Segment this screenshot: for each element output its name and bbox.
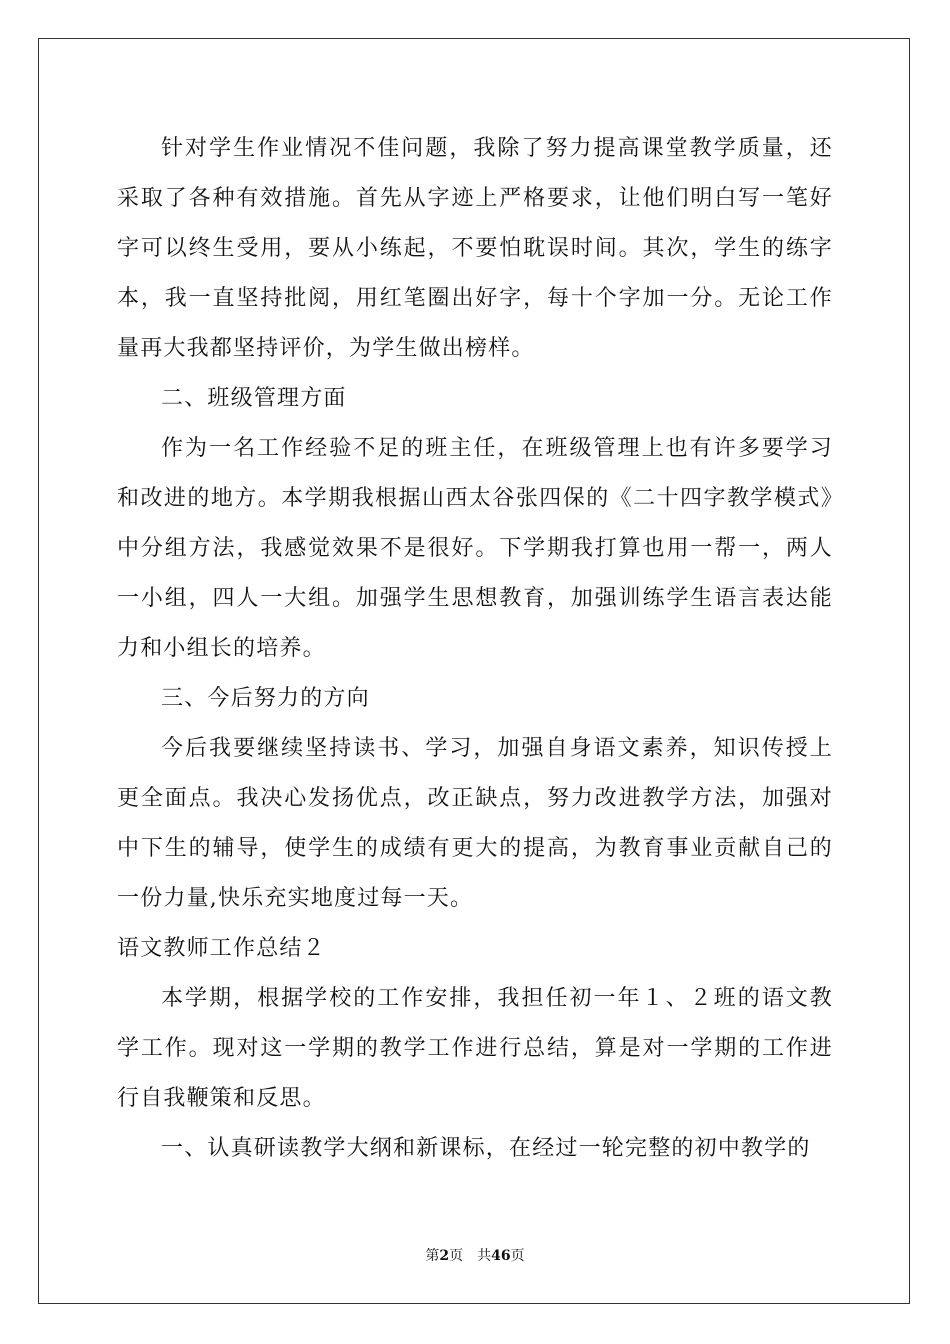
paragraph-syllabus-study: 一、认真研读教学大纲和新课标，在经过一轮完整的初中教学的 [161,1136,811,1161]
heading-class-management: 二、班级管理方面 [161,386,347,411]
total-suffix: 页 [510,1248,525,1264]
paragraph-future-direction: 今后我要继续坚持读书、学习，加强自身语文素养，知识传授上更全面点。我决心发扬优点，改正缺点，努力改进教学方法，加强对中下生的辅导，使学生的成绩有更大的提高，为教育事业贡献自己的一份力量,快乐充实地度过每一天。 [117,736,833,911]
paragraph-homework-measures: 针对学生作业情况不佳问题，我除了努力提高课堂教学质量，还采取了各种有效措施。首先从字迹上严格要求，让他们明白写一笔好字可以终生受用，要从小练起，不要怕耽误时间。其次，学生的练字本，我一直坚持批阅，用红笔圈出好字，每十个字加一分。无论工作量再大我都坚持评价，为学生做出榜样。 [117,136,833,361]
page-footer [0,1246,950,1266]
section-title-summary-2: 语文教师工作总结２ [117,936,326,961]
paragraph-class-management: 作为一名工作经验不足的班主任，在班级管理上也有许多要学习和改进的地方。本学期我根据山西太谷张四保的《二十四字教学模式》中分组方法，我感觉效果不是很好。下学期我打算也用一帮一，两人一小组，四人一大组。加强学生思想教育，加强训练学生语言表达能力和小组长的培养。 [117,436,833,661]
total-prefix: 共 [477,1248,492,1264]
page-prefix: 第 [425,1248,440,1264]
heading-future-direction: 三、今后努力的方向 [161,686,370,711]
paragraph-semester-intro: 本学期，根据学校的工作安排，我担任初一年１、２班的语文教学工作。现对这一学期的教学工作进行总结，算是对一学期的工作进行自我鞭策和反思。 [117,986,833,1111]
document-body [117,124,833,1174]
page-suffix: 页 [449,1248,464,1264]
page-current-number: 2 [439,1248,450,1264]
page-total-number: 46 [491,1248,511,1264]
